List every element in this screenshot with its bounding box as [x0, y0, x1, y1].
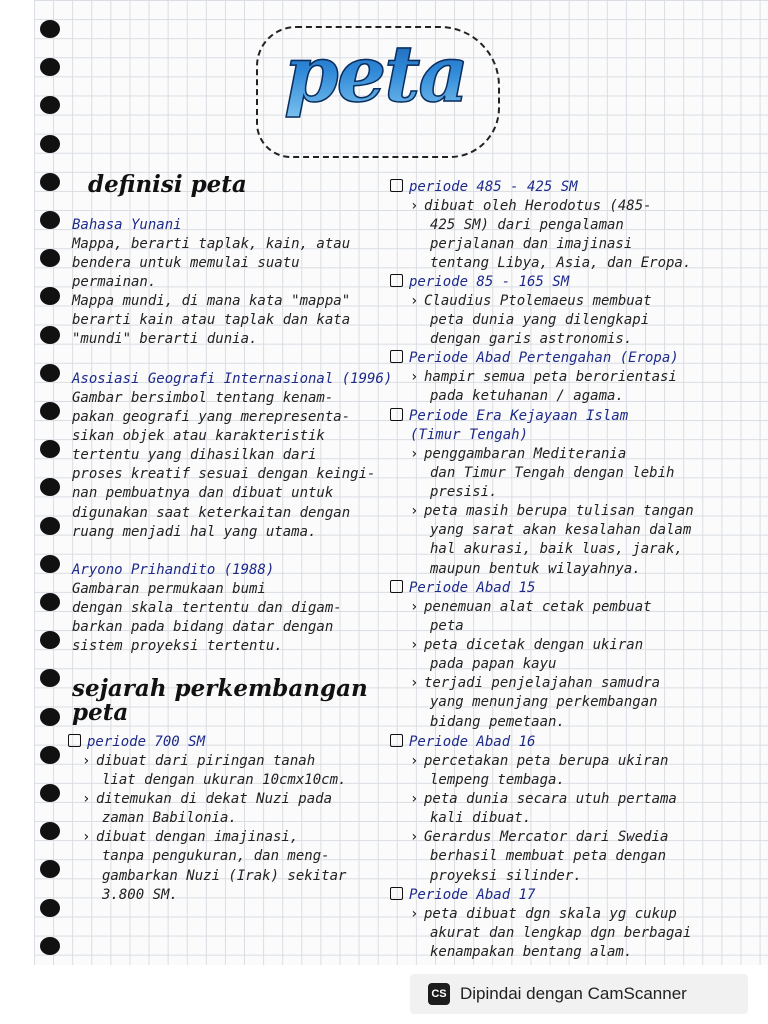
binder-hole	[40, 708, 60, 726]
bullet-text: peta dunia yang dilengkapi	[430, 312, 650, 329]
chevron-right-icon: ›	[410, 906, 419, 922]
binder-hole	[40, 440, 60, 458]
bullet-text: presisi.	[430, 484, 498, 501]
chevron-right-icon: ›	[410, 637, 419, 654]
text-line: Gambaran permukaan bumi	[72, 581, 266, 597]
bullet-text: dengan garis astronomis.	[430, 331, 633, 348]
bullet-text: yang menunjang perkembangan	[430, 694, 658, 711]
binder-hole	[40, 669, 60, 687]
binder-hole	[40, 96, 60, 114]
list-485sm	[410, 197, 691, 273]
text-line: nan pembuatnya dan dibuat untuk	[72, 485, 334, 502]
text-line: tertentu yang dihasilkan dari	[72, 447, 317, 464]
binder-hole	[40, 899, 60, 917]
bullet-line	[82, 771, 346, 790]
bullet-line	[410, 254, 691, 273]
bullet-line	[82, 809, 346, 828]
text-line: permainan.	[72, 274, 157, 291]
bullet-line	[410, 943, 691, 962]
binder-hole	[40, 326, 60, 344]
period-85sm-label: periode 85 - 165 SM	[409, 274, 570, 290]
camscanner-badge	[410, 974, 748, 1014]
bullet-text: tentang Libya, Asia, dan Eropa.	[430, 255, 692, 272]
bullet-text: peta dunia secara utuh pertama	[424, 791, 677, 808]
bullet-line	[410, 540, 694, 559]
bullet-line	[410, 617, 660, 636]
checkbox-icon	[390, 734, 403, 747]
checkbox-icon	[390, 274, 403, 287]
bullet-line	[410, 235, 691, 254]
bullet-text: kenampakan bentang alam.	[430, 944, 633, 961]
period-700sm	[68, 733, 205, 752]
bullet-text: proyeksi silinder.	[430, 867, 582, 884]
bullet-line	[82, 886, 346, 905]
bullet-line	[410, 828, 677, 847]
bullet-text: hal akurasi, baik luas, jarak,	[430, 541, 683, 558]
bullet-line	[410, 368, 677, 387]
bullet-text: Gerardus Mercator dari Swedia	[424, 829, 669, 846]
subhead-yunani: Bahasa Yunani	[72, 217, 182, 233]
chevron-right-icon: ›	[82, 791, 91, 808]
bullet-line	[410, 502, 694, 521]
heading-definisi: definisi peta	[88, 171, 247, 198]
bullet-line	[410, 464, 694, 483]
bullet-text: penemuan alat cetak pembuat	[424, 599, 652, 615]
period-islam-label: Periode Era Kejayaan Islam	[409, 408, 629, 424]
bullet-text: berhasil membuat peta dengan	[430, 848, 667, 865]
bullet-line	[82, 847, 346, 866]
bullet-line	[410, 693, 660, 712]
text-line: proses kreatif sesuai dengan keingi-	[72, 466, 376, 483]
page-title: peta	[268, 30, 483, 120]
binder-hole	[40, 249, 60, 267]
bullet-line	[410, 752, 677, 771]
chevron-right-icon: ›	[410, 599, 419, 615]
period-abad16-label: Periode Abad 16	[409, 734, 536, 750]
bullet-text: peta dibuat dgn skala yg cukup	[424, 906, 677, 922]
binder-hole	[40, 364, 60, 382]
bullet-text: tanpa pengukuran, dan meng-	[102, 848, 330, 865]
bullet-line	[410, 924, 691, 943]
bullet-line	[82, 752, 346, 771]
period-islam-sub: (Timur Tengah)	[410, 427, 529, 443]
bullet-text: 3.800 SM.	[102, 886, 178, 903]
bullet-line	[410, 216, 691, 235]
bullet-text: Claudius Ptolemaeus membuat	[424, 293, 652, 309]
period-85sm	[390, 273, 569, 292]
binder-hole	[40, 402, 60, 420]
text-line: digunakan saat keterkaitan dengan	[72, 504, 351, 521]
heading-sejarah-1: sejarah perkembangan	[72, 675, 368, 702]
bullet-text: yang sarat akan kesalahan dalam	[430, 522, 692, 539]
list-700sm	[82, 752, 346, 905]
bullet-line	[82, 828, 346, 847]
chevron-right-icon: ›	[410, 369, 419, 385]
binder-hole	[40, 746, 60, 764]
chevron-right-icon: ›	[410, 675, 419, 692]
period-485sm-label: periode 485 - 425 SM	[409, 179, 578, 195]
chevron-right-icon: ›	[82, 829, 91, 846]
binder-hole	[40, 631, 60, 649]
list-islam	[410, 445, 694, 579]
bullet-text: pada papan kayu	[430, 656, 557, 673]
period-abad16	[390, 733, 535, 752]
chevron-right-icon: ›	[410, 293, 419, 309]
checkbox-icon	[390, 887, 403, 900]
bullet-text: ditemukan di dekat Nuzi pada	[96, 791, 333, 808]
list-85sm	[410, 292, 652, 349]
period-pertengahan	[390, 349, 679, 368]
chevron-right-icon: ›	[410, 503, 419, 520]
camscanner-logo-icon: CS	[428, 983, 450, 1005]
chevron-right-icon: ›	[410, 198, 419, 214]
checkbox-icon	[390, 350, 403, 363]
bullet-line	[410, 790, 677, 809]
chevron-right-icon: ›	[410, 791, 419, 808]
bullet-line	[410, 483, 694, 502]
bullet-line	[410, 771, 677, 790]
chevron-right-icon: ›	[82, 753, 91, 769]
text-line: bendera untuk memulai suatu	[72, 255, 300, 272]
bullet-text: maupun bentuk wilayahnya.	[430, 560, 641, 577]
binder-hole	[40, 20, 60, 38]
bullet-line	[82, 867, 346, 886]
bullet-text: lempeng tembaga.	[430, 772, 565, 789]
text-line: Gambar bersimbol tentang kenam-	[72, 390, 334, 406]
checkbox-icon	[390, 580, 403, 593]
bullet-text: pada ketuhanan / agama.	[430, 388, 624, 405]
text-line: pakan geografi yang merepresenta-	[72, 409, 351, 426]
bullet-text: gambarkan Nuzi (Irak) sekitar	[102, 867, 347, 884]
chevron-right-icon: ›	[410, 829, 419, 846]
binder-hole	[40, 937, 60, 955]
text-line: Mappa, berarti taplak, kain, atau	[72, 236, 351, 252]
bullet-text: akurat dan lengkap dgn berbagai	[430, 925, 692, 942]
text-aryono	[72, 580, 342, 656]
period-pertengahan-label: Periode Abad Pertengahan (Eropa)	[409, 350, 679, 366]
bullet-text: liat dengan ukuran 10cmx10cm.	[102, 772, 347, 789]
subhead-asosiasi: Asosiasi Geografi Internasional (1996)	[72, 371, 393, 387]
binder-hole	[40, 478, 60, 496]
text-asosiasi	[72, 389, 375, 542]
bullet-line	[410, 655, 660, 674]
list-abad17	[410, 905, 691, 962]
bullet-line	[410, 867, 677, 886]
binder-hole	[40, 287, 60, 305]
text-line: ruang menjadi hal yang utama.	[72, 523, 317, 540]
checkbox-icon	[390, 179, 403, 192]
text-line: barkan pada bidang datar dengan	[72, 619, 334, 636]
bullet-text: dibuat dengan imajinasi,	[96, 829, 299, 846]
text-line: dengan skala tertentu dan digam-	[72, 600, 342, 617]
binder-hole	[40, 58, 60, 76]
bullet-line	[410, 560, 694, 579]
bullet-line	[410, 311, 652, 330]
bullet-text: bidang pemetaan.	[430, 713, 565, 730]
bullet-line	[410, 197, 691, 216]
bullet-line	[410, 713, 660, 732]
period-abad17-label: Periode Abad 17	[409, 887, 536, 903]
binder-hole	[40, 173, 60, 191]
list-abad16	[410, 752, 677, 886]
bullet-line	[410, 292, 652, 311]
binder-hole	[40, 555, 60, 573]
camscanner-text: Dipindai dengan CamScanner	[460, 984, 687, 1003]
bullet-text: zaman Babilonia.	[102, 810, 237, 827]
period-abad17	[390, 886, 535, 905]
bullet-text: kali dibuat.	[430, 810, 532, 827]
bullet-text: dibuat dari piringan tanah	[96, 753, 316, 769]
text-line: sistem proyeksi tertentu.	[72, 638, 283, 655]
binder-hole	[40, 822, 60, 840]
heading-sejarah-2: peta	[72, 699, 129, 726]
bullet-line	[410, 445, 694, 464]
period-abad15	[390, 579, 535, 598]
bullet-text: peta	[430, 618, 464, 635]
binder-hole	[40, 860, 60, 878]
bullet-text: perjalanan dan imajinasi	[430, 236, 633, 253]
text-line: berarti kain atau taplak dan kata	[72, 312, 351, 329]
bullet-line	[82, 790, 346, 809]
period-abad15-label: Periode Abad 15	[409, 580, 536, 596]
text-line: "mundi" berarti dunia.	[72, 331, 258, 348]
text-line: Mappa mundi, di mana kata "mappa"	[72, 293, 351, 310]
binder-hole	[40, 517, 60, 535]
chevron-right-icon: ›	[410, 446, 419, 462]
chevron-right-icon: ›	[410, 753, 419, 769]
bullet-text: percetakan peta berupa ukiran	[424, 753, 669, 769]
checkbox-icon	[68, 734, 81, 747]
bullet-line	[410, 905, 691, 924]
period-700sm-label: periode 700 SM	[87, 734, 206, 750]
bullet-line	[410, 674, 660, 693]
bullet-text: peta masih berupa tulisan tangan	[424, 503, 694, 520]
bullet-text: terjadi penjelajahan samudra	[424, 675, 661, 692]
list-abad15	[410, 598, 660, 732]
bullet-text: 425 SM) dari pengalaman	[430, 217, 624, 234]
text-yunani	[72, 235, 350, 350]
bullet-text: dibuat oleh Herodotus (485-	[424, 198, 652, 214]
bullet-line	[410, 521, 694, 540]
period-islam	[390, 407, 628, 426]
checkbox-icon	[390, 408, 403, 421]
binder-hole	[40, 135, 60, 153]
bullet-text: hampir semua peta berorientasi	[424, 369, 677, 385]
bullet-line	[410, 636, 660, 655]
binder-holes	[40, 20, 64, 965]
bullet-line	[410, 330, 652, 349]
bullet-line	[410, 387, 677, 406]
bullet-text: dan Timur Tengah dengan lebih	[430, 465, 675, 482]
bullet-text: penggambaran Mediterania	[424, 446, 627, 462]
subhead-aryono: Aryono Prihandito (1988)	[72, 562, 275, 578]
list-pertengahan	[410, 368, 677, 406]
period-485sm	[390, 178, 578, 197]
bullet-line	[410, 598, 660, 617]
bullet-line	[410, 809, 677, 828]
binder-hole	[40, 211, 60, 229]
binder-hole	[40, 593, 60, 611]
bullet-text: peta dicetak dengan ukiran	[424, 637, 644, 654]
binder-hole	[40, 784, 60, 802]
bullet-line	[410, 847, 677, 866]
text-line: sikan objek atau karakteristik	[72, 428, 325, 445]
